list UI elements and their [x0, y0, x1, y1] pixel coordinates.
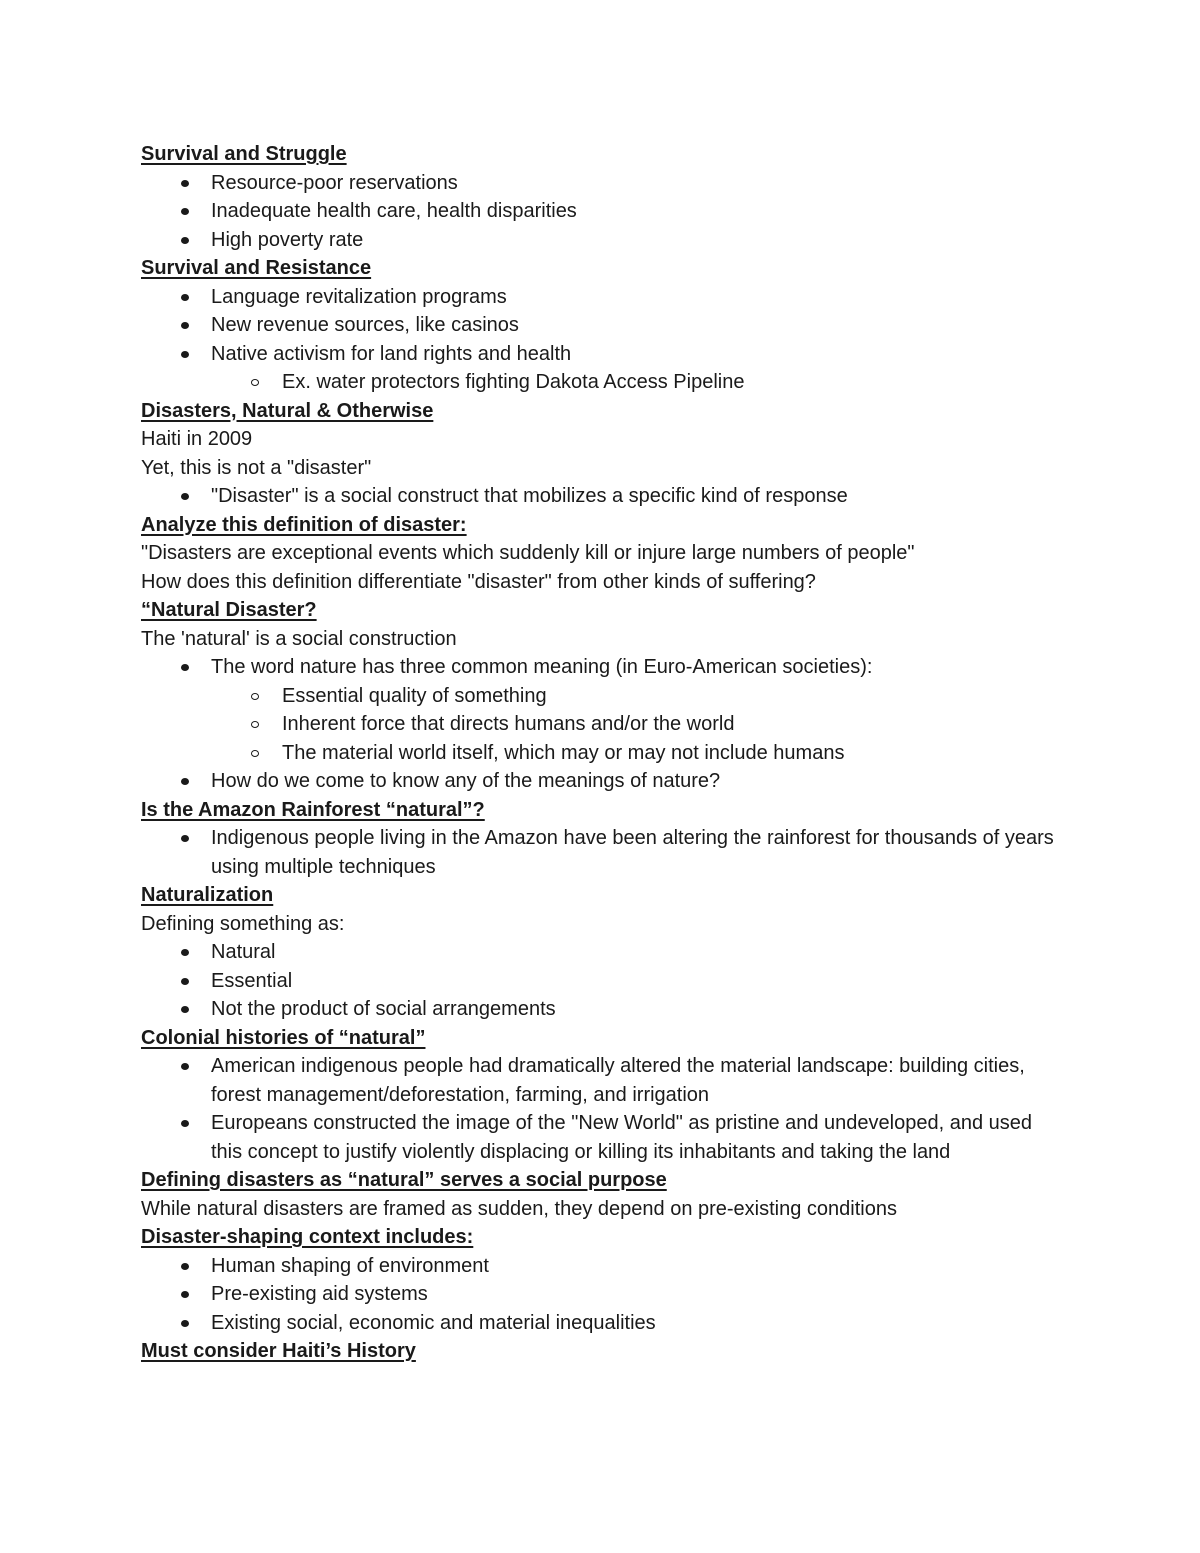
list-item: Resource-poor reservations: [141, 169, 1061, 198]
section-heading: Survival and Struggle: [141, 143, 347, 165]
list-item: How do we come to know any of the meanings of nature?: [141, 767, 1061, 796]
sub-list-item: Essential quality of something: [141, 682, 1061, 711]
bullet-icon: [181, 1291, 189, 1298]
list-item: Indigenous people living in the Amazon have been altering the rainforest for thousands of years using multiple techniques: [141, 824, 1061, 881]
paragraph: Yet, this is not a "disaster": [141, 456, 372, 479]
hollow-bullet-icon: [251, 750, 259, 757]
bullet-icon: [181, 835, 189, 842]
list-item: Not the product of social arrangements: [141, 995, 1061, 1024]
section-heading: Survival and Resistance: [141, 257, 372, 279]
sub-list-item: The material world itself, which may or may not include humans: [141, 739, 1061, 768]
section-heading: Colonial histories of “natural”: [141, 1026, 426, 1049]
list-item: Inadequate health care, health disparities: [141, 197, 1061, 226]
list-item: New revenue sources, like casinos: [141, 311, 1061, 340]
list-item: American indigenous people had dramatically altered the material landscape: building cities, forest management/deforestation, farming, and irrigation: [141, 1052, 1061, 1109]
bullet-list: [141, 1052, 1061, 1166]
sub-bullet-list: [141, 682, 1061, 768]
bullet-list: [141, 824, 1061, 881]
bullet-icon: [181, 1120, 189, 1127]
list-item: Existing social, economic and material inequalities: [141, 1309, 1061, 1338]
list-item: Human shaping of environment: [141, 1252, 1061, 1281]
section-heading: Analyze this definition of disaster:: [141, 513, 467, 536]
bullet-icon: [181, 978, 189, 985]
hollow-bullet-icon: [251, 379, 259, 386]
paragraph: While natural disasters are framed as sudden, they depend on pre-existing conditions: [141, 1197, 897, 1220]
bullet-list: [141, 1252, 1061, 1338]
sub-list-item: Ex. water protectors fighting Dakota Access Pipeline: [141, 368, 1061, 397]
paragraph: How does this definition differentiate "disaster" from other kinds of suffering?: [141, 570, 816, 593]
bullet-list: [141, 653, 1061, 682]
bullet-icon: [181, 1320, 189, 1327]
bullet-icon: [181, 208, 189, 215]
bullet-list: [141, 767, 1061, 796]
sub-bullet-list: [141, 368, 1061, 397]
sub-list-item: Inherent force that directs humans and/or the world: [141, 710, 1061, 739]
bullet-icon: [181, 1006, 189, 1013]
section-heading: Is the Amazon Rainforest “natural”?: [141, 798, 485, 821]
list-item: The word nature has three common meaning (in Euro-American societies):: [141, 653, 1061, 682]
bullet-icon: [181, 1263, 189, 1270]
list-item: Pre-existing aid systems: [141, 1280, 1061, 1309]
bullet-icon: [181, 180, 189, 187]
bullet-icon: [181, 949, 189, 956]
bullet-list: [141, 482, 1061, 511]
bullet-icon: [181, 778, 189, 785]
bullet-icon: [181, 294, 189, 301]
list-item: Natural: [141, 938, 1061, 967]
bullet-icon: [181, 237, 189, 244]
bullet-icon: [181, 1063, 189, 1070]
section-heading: Must consider Haiti’s History: [141, 1340, 416, 1362]
list-item: Native activism for land rights and health: [141, 340, 1061, 369]
section-heading: Naturalization: [141, 884, 274, 906]
paragraph: Haiti in 2009: [141, 428, 253, 450]
list-item: Essential: [141, 967, 1061, 996]
bullet-icon: [181, 322, 189, 329]
bullet-icon: [181, 493, 189, 500]
paragraph: Defining something as:: [141, 912, 345, 935]
list-item: High poverty rate: [141, 226, 1061, 255]
list-item: Language revitalization programs: [141, 283, 1061, 312]
bullet-icon: [181, 351, 189, 358]
section-heading: Disaster-shaping context includes:: [141, 1226, 474, 1248]
section-heading: “Natural Disaster?: [141, 599, 317, 621]
bullet-list: [141, 283, 1061, 369]
document-body: [141, 140, 1061, 1366]
hollow-bullet-icon: [251, 721, 259, 728]
list-item: "Disaster" is a social construct that mobilizes a specific kind of response: [141, 482, 1061, 511]
section-heading: Defining disasters as “natural” serves a social purpose: [141, 1169, 667, 1191]
paragraph: The 'natural' is a social construction: [141, 627, 457, 650]
paragraph: "Disasters are exceptional events which suddenly kill or injure large numbers of people": [141, 542, 915, 564]
hollow-bullet-icon: [251, 693, 259, 700]
section-heading: Disasters, Natural & Otherwise: [141, 399, 434, 422]
bullet-list: [141, 938, 1061, 1024]
bullet-list: [141, 169, 1061, 255]
list-item: Europeans constructed the image of the "New World" as pristine and undeveloped, and used this concept to justify violently displacing or killing its inhabitants and taking the land: [141, 1109, 1061, 1166]
bullet-icon: [181, 664, 189, 671]
